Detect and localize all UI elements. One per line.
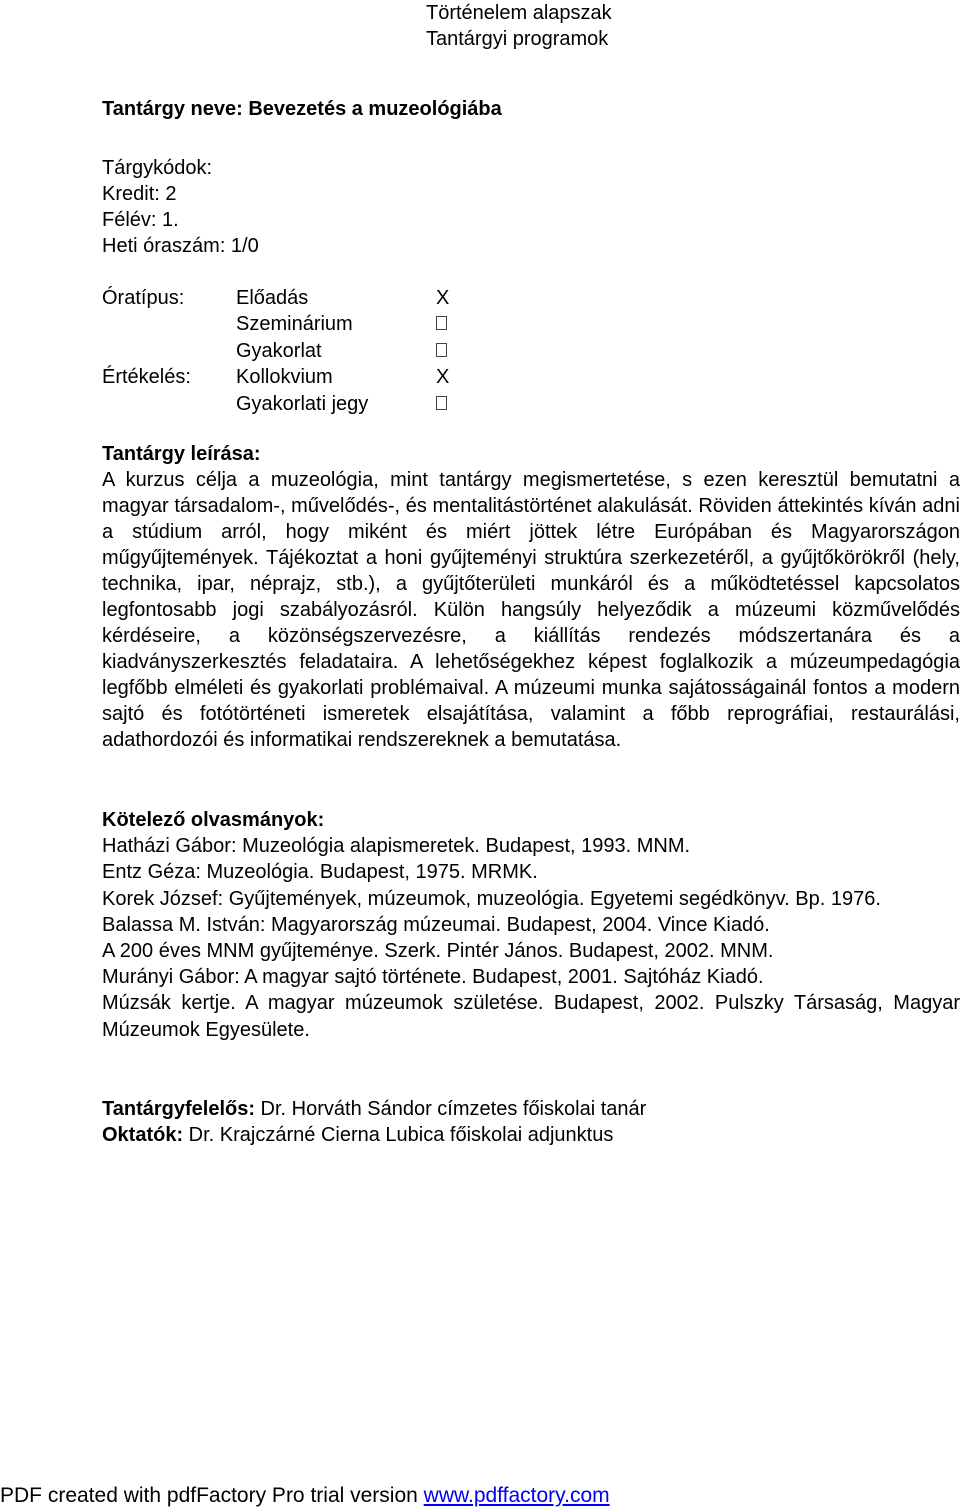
footer-link[interactable]: www.pdffactory.com <box>423 1484 610 1507</box>
course-hours: Heti óraszám: 1/0 <box>102 235 259 257</box>
course-meta <box>102 155 259 259</box>
instructors-label: Oktatók: <box>102 1124 184 1146</box>
instructors-value: Dr. Krajczárné Cierna Lubica főiskolai adjunktus <box>183 1124 614 1146</box>
footer-text: PDF created with pdfFactory Pro trial version <box>0 1484 424 1507</box>
type-name: Kollokvium <box>236 366 333 389</box>
program-subtitle: Tantárgyi programok <box>426 28 609 50</box>
checked-mark: X <box>436 366 450 389</box>
program-title: Történelem alapszak <box>426 2 612 24</box>
type-name: Gyakorlat <box>236 339 322 362</box>
subject-title <box>102 96 502 122</box>
description-heading: Tantárgy leírása: <box>102 443 261 465</box>
reading-item: Murányi Gábor: A magyar sajtó története. Budapest, 2001. Sajtóház Kiadó. <box>102 966 764 989</box>
reading-item: Entz Géza: Muzeológia. Budapest, 1975. MRMK. <box>102 861 538 884</box>
subject-title-label: Tantárgy neve: <box>102 98 243 120</box>
instructors-line <box>102 1122 646 1148</box>
empty-checkbox-icon <box>436 311 447 337</box>
reading-item: Korek József: Gyűjtemények, múzeumok, muzeológia. Egyetemi segédkönyv. Bp. 1976. <box>102 887 881 910</box>
course-code: Tárgykódok: <box>102 157 213 179</box>
responsible-label: Tantárgyfelelős: <box>102 1098 255 1120</box>
type-name: Előadás <box>236 287 309 309</box>
description-text: A kurzus célja a muzeológia, mint tantárgy megismertetése, s ezen keresztül bemutatni a magyar társadalom-, művelődés-, és mentalitástörténet alakulását. Röviden áttekintés kíván adni a stúdium arról, hogy miként és miért jöttek létre Európában és Magyarországon műgyűjtemények. Tájékoztat a honi gyűjteményi struktúra szerkezetéről, a gyűjtőkörökről (hely, technika, ipar, néprajz, stb.), a gyűjtőterületi munkáról és a működtetéssel kapcsolatos legfontosabb jogi szabályozásról. Külön hangsúly helyeződik a múzeumi közművelődés kérdéseire, a közönségszervezésre, a kiállítás rendezés módszertanára és a kiadványszerkesztés feladataira. A lehetőségekhez képest foglalkozik a múzeumpedagógia legfőbb elméleti és gyakorlati problémaival. A múzeumi munka sajátosságainál fontos a modern sajtó és fotótörténeti ismeretek elsajátítása, valamint a főbb reprográfiai, restaurálási, adathordozói és informatikai rendszereknek a bemutatása. <box>102 469 960 751</box>
readings-section <box>102 807 960 1043</box>
responsibles-section <box>102 1096 646 1148</box>
document-header <box>426 0 612 52</box>
responsible-line <box>102 1096 646 1122</box>
reading-item: Múzsák kertje. A magyar múzeumok születése. Budapest, 2002. Pulszky Társaság, Magyar Múzeumok Egyesülete. <box>102 992 960 1041</box>
empty-checkbox-icon <box>436 338 447 364</box>
reading-item: A 200 éves MNM gyűjteménye. Szerk. Pintér János. Budapest, 2002. MNM. <box>102 940 774 963</box>
subject-title-value: Bevezetés a muzeológiába <box>248 98 502 120</box>
evaluation-label: Értékelés: <box>102 366 191 389</box>
course-semester: Félév: 1. <box>102 209 179 231</box>
readings-heading: Kötelező olvasmányok: <box>102 809 325 831</box>
responsible-value: Dr. Horváth Sándor címzetes főiskolai tanár <box>255 1098 647 1120</box>
empty-checkbox-icon <box>436 391 447 417</box>
course-credit: Kredit: 2 <box>102 183 177 205</box>
type-name: Gyakorlati jegy <box>236 392 369 415</box>
pdf-footer <box>0 1484 610 1508</box>
type-name: Szeminárium <box>236 313 353 336</box>
description-section <box>102 441 960 753</box>
reading-item: Balassa M. István: Magyarország múzeumai. Budapest, 2004. Vince Kiadó. <box>102 913 770 936</box>
reading-item: Hatházi Gábor: Muzeológia alapismeretek. Budapest, 1993. MNM. <box>102 835 691 858</box>
checked-mark: X <box>436 287 450 309</box>
class-type-label: Óratípus: <box>102 287 185 309</box>
